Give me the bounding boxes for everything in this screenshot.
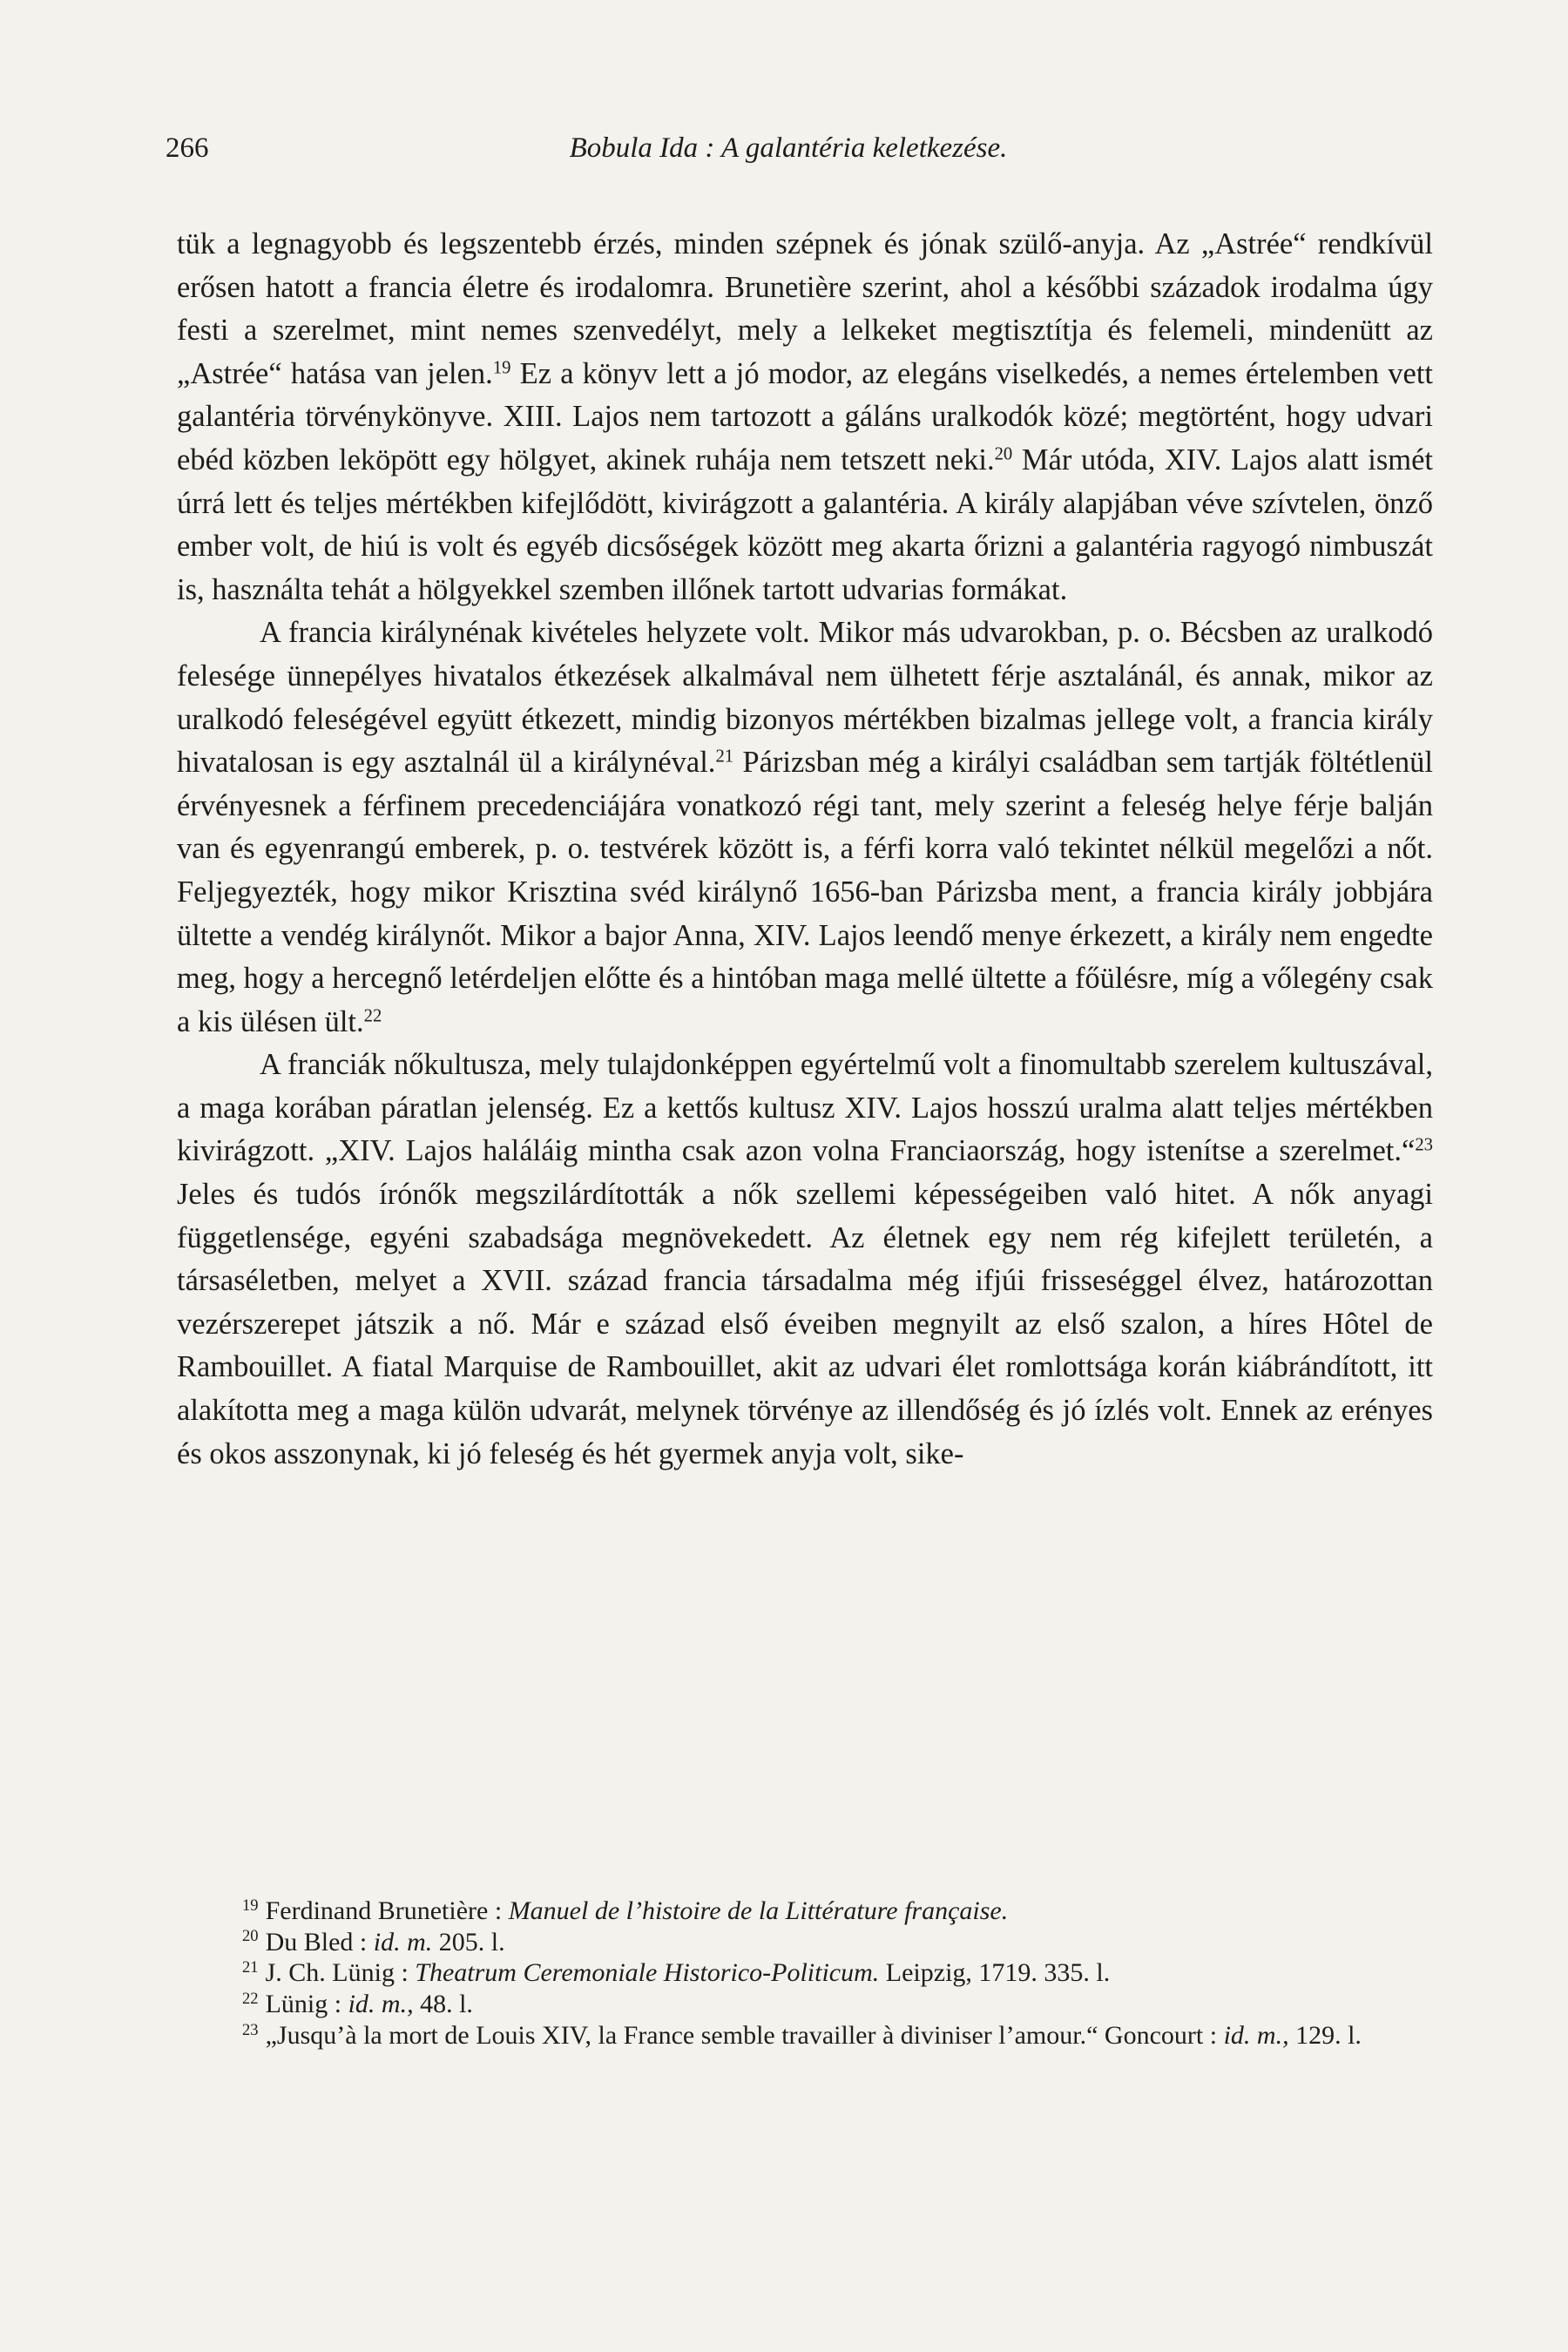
footnote (177, 2020, 1433, 2051)
footnote-title: Manuel de l’histoire de la Littérature française. (508, 1896, 1009, 1925)
body-paragraph (177, 1044, 1433, 1476)
main-text (177, 223, 1433, 1476)
footnote-text: J. Ch. Lünig : (265, 1958, 416, 1988)
footnote (177, 1896, 1433, 1927)
footnote-text: 48. l. (413, 1990, 473, 2019)
footnote-reference: 20 (994, 444, 1013, 464)
running-title: Bobula Ida : A galantéria keletkezése. (569, 132, 1008, 164)
footnote-reference: 23 (1415, 1136, 1433, 1156)
footnote-reference: 21 (715, 747, 734, 767)
footnote (177, 1957, 1433, 1989)
footnote-title: Theatrum Ceremoniale Historico-Politicum. (415, 1958, 880, 1988)
footnote (177, 1927, 1433, 1958)
text-run: A franciák nőkultusza, mely tulajdonképpen egyértelmű volt a finomultabb szerelem kultuszával, a maga korában páratlan jelenség. Ez a kettős kultusz XIV. Lajos hosszú uralma alatt teljes mértékben kivirágzott. „XIV. Lajos haláláig mintha csak azon volna Franciaország, hogy istenítse a szerelmet.“ (177, 1048, 1433, 1168)
footnote-text: 205. l. (432, 1927, 505, 1957)
page-header (166, 132, 1411, 176)
body-paragraph (177, 612, 1433, 1044)
text-run: Már utóda, XIV. Lajos alatt ismét úrrá lett és teljes mértékben kifejlődött, kivirágzott a galantéria. A király alapjában véve szívtelen, önző ember volt, de hiú is volt és egyéb dicsőségek között meg akarta őrizni a galantéria ragyogó nimbuszát is, használta tehát a hölgyekkel szemben illőnek tartott udvarias formákat. (177, 443, 1433, 606)
text-run: A francia királynénak kivételes helyzete volt. Mikor más udvarokban, p. o. Bécsben az uralkodó felesége ünnepélyes hivatalos étkezések alkalmával nem ülhetett férje asztalánál, és annak, mikor az uralkodó feleségével együtt étkezett, mindig bizonyos mértékben bizalmas jellege volt, a francia király hivatalosan is egy asztalnál ül a királynéval. (177, 616, 1433, 780)
footnote-text: Lünig : (265, 1990, 348, 2019)
page-number: 266 (166, 132, 209, 164)
footnote-reference: 22 (363, 1006, 382, 1026)
footnote-title: id. m., (1223, 2020, 1289, 2050)
footnote (177, 1989, 1433, 2020)
footnote-text: Leipzig, 1719. 335. l. (879, 1958, 1111, 1988)
footnote-number: 19 (242, 1896, 259, 1915)
footnote-title: id. m. (373, 1927, 433, 1957)
footnotes (177, 1896, 1433, 2051)
footnote-text: Du Bled : (265, 1927, 374, 1957)
footnote-number: 22 (242, 1989, 259, 2008)
text-run: Jeles és tudós írónők megszilárdították a nők szellemi képességeiben való hitet. A nők anyagi függetlensége, egyéni szabadsága megnövekedett. Az életnek egy nem rég kifejlett területén, a társaséletben, melyet a XVII. század francia társadalma még ifjúi frisseséggel élvez, határozottan vezérszerepet játszik a nő. Már e század első éveiben megnyilt az első szalon, a híres Hôtel de Rambouillet. A fiatal Marquise de Rambouillet, akit az udvari élet romlottsága korán kiábrándított, itt alakította meg a maga külön udvarát, melynek törvénye az illendőség és jó ízlés volt. Ennek az erényes és okos asszonynak, ki jó feleség és hét gyermek anyja volt, sike- (177, 1178, 1433, 1470)
footnote-reference: 19 (492, 358, 511, 378)
footnote-number: 20 (242, 1927, 259, 1946)
footnote-text: „Jusqu’à la mort de Louis XIV, la France semble travailler à diviniser l’amour.“ Goncourt : (265, 2020, 1224, 2050)
text-run: tük a legnagyobb és legszentebb érzés, minden szépnek és jónak szülő-anyja. Az „Astrée“ rendkívül erősen hatott a francia életre és irodalomra. Brunetière szerint, ahol a későbbi századok irodalma úgy festi a szerelmet, mint nemes szenvedélyt, mely a lelkeket megtisztítja és felemeli, mindenütt az „Astrée“ hatása van jelen. (177, 227, 1433, 390)
footnote-text: Ferdinand Brunetière : (265, 1896, 509, 1925)
footnote-number: 21 (242, 1958, 259, 1977)
body-paragraph (177, 223, 1433, 612)
text-run: Ez a könyv lett a jó modor, az elegáns viselkedés, a nemes értelemben vett galantéria törvénykönyve. XIII. Lajos nem tartozott a gáláns uralkodók közé; megtörtént, hogy udvari ebéd közben leköpött egy hölgyet, akinek ruhája nem tetszett neki. (177, 356, 1433, 476)
footnote-number: 23 (242, 2020, 259, 2039)
text-run: Párizsban még a királyi családban sem tartják föltétlenül érvényesnek a férfinem precedenciájára vonatkozó régi tant, mely szerint a feleség helye férje balján van és egyenrangú emberek, p. o. testvérek között is, a férfi korra való tekintet nélkül megelőzi a nőt. Feljegyezték, hogy mikor Krisztina svéd királynő 1656-ban Párizsba ment, a francia király jobbjára ültette a vendég királynőt. Mikor a bajor Anna, XIV. Lajos leendő menye érkezett, a király nem engedte meg, hogy a hercegnő letérdeljen előtte és a hintóban maga mellé ültette a főülésre, míg a vőlegény csak a kis ülésen ült. (177, 746, 1433, 1038)
footnote-title: id. m., (348, 1990, 414, 2019)
footnote-text: 129. l. (1288, 2020, 1362, 2050)
